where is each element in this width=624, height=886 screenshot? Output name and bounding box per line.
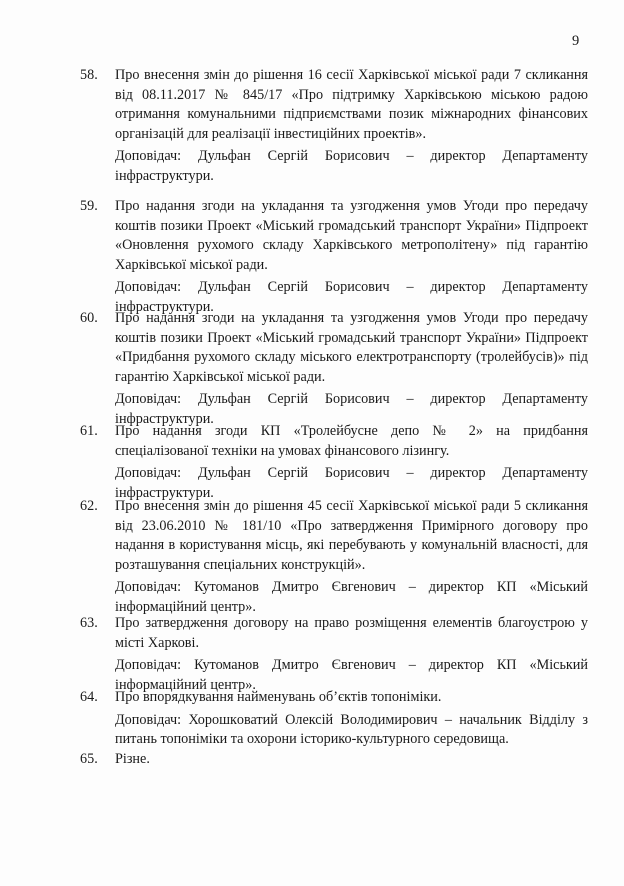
item-speaker: Доповідач: Дульфан Сергій Борисович – директор Департаменту інфраструктури.	[115, 391, 588, 427]
item-title: Про надання згоди на укладання та узгодження умов Угоди про передачу коштів позики Проект «Міський громадський транспорт України» Підпроект «Оновлення рухомого складу Харківського метрополітену» під гарантію Харківської міської ради.	[115, 198, 588, 273]
item-number: 63.	[80, 615, 98, 631]
item-speaker: Доповідач: Кутоманов Дмитро Євгенович – директор КП «Міський інформаційний центр».	[115, 579, 588, 615]
item-body	[115, 309, 588, 429]
item-body	[115, 750, 588, 770]
item-speaker: Доповідач: Дульфан Сергій Борисович – директор Департаменту інфраструктури.	[115, 465, 588, 501]
item-number: 58.	[80, 67, 98, 83]
item-number: 65.	[80, 751, 98, 767]
item-number: 61.	[80, 423, 98, 439]
item-speaker: Доповідач: Кутоманов Дмитро Євгенович – директор КП «Міський інформаційний центр».	[115, 657, 588, 693]
agenda-item-58	[80, 66, 588, 186]
agenda-item-65	[80, 750, 588, 770]
item-number: 62.	[80, 498, 98, 514]
item-body	[115, 66, 588, 186]
agenda-item-61	[80, 422, 588, 503]
item-body	[115, 497, 588, 617]
item-title: Про впорядкування найменувань об’єктів топоніміки.	[115, 689, 442, 705]
agenda-item-64	[80, 688, 588, 750]
item-title: Про надання згоди на укладання та узгодження умов Угоди про передачу коштів позики Проект «Міський громадський транспорт України» Підпроект «Придбання рухомого складу міського електротранспорту (тролейбусів)» під гарантію Харківської міської ради.	[115, 310, 588, 385]
item-body	[115, 422, 588, 503]
item-body	[115, 614, 588, 695]
item-title: Про затвердження договору на право розміщення елементів благоустрою у місті Харкові.	[115, 615, 588, 651]
page-number: 9	[572, 33, 580, 49]
item-title: Про надання згоди КП «Тролейбусне депо № 2» на придбання спеціалізованої техніки на умовах фінансового лізингу.	[115, 423, 588, 459]
item-body	[115, 688, 588, 750]
agenda-item-60	[80, 309, 588, 429]
item-speaker: Доповідач: Дульфан Сергій Борисович – директор Департаменту інфраструктури.	[115, 148, 588, 184]
agenda-item-62	[80, 497, 588, 617]
item-speaker: Доповідач: Дульфан Сергій Борисович – директор Департаменту інфраструктури.	[115, 279, 588, 315]
item-title: Про внесення змін до рішення 16 сесії Харківської міської ради 7 скликання від 08.11.2017 № 845/17 «Про підтримку Харківською міською радою отримання комунальними підприємствами позик міжнародних фінансових організацій для реалізації інвестиційних проектів».	[115, 67, 588, 142]
item-number: 60.	[80, 310, 98, 326]
item-body	[115, 197, 588, 317]
item-title: Про внесення змін до рішення 45 сесії Харківської міської ради 5 скликання від 23.06.2010 № 181/10 «Про затвердження Примірного договору про надання в користування місць, які перебувають у комунальній власності, для розташування спеціальних конструкцій».	[115, 498, 588, 573]
agenda-item-63	[80, 614, 588, 695]
item-speaker: Доповідач: Хорошкoватий Олексій Володимирович – начальник Відділу з питань топоніміки та охорони історико-культурного середовища.	[115, 711, 588, 747]
item-number: 59.	[80, 198, 98, 214]
item-number: 64.	[80, 689, 98, 705]
agenda-item-59	[80, 197, 588, 317]
item-title: Різне.	[115, 751, 150, 767]
